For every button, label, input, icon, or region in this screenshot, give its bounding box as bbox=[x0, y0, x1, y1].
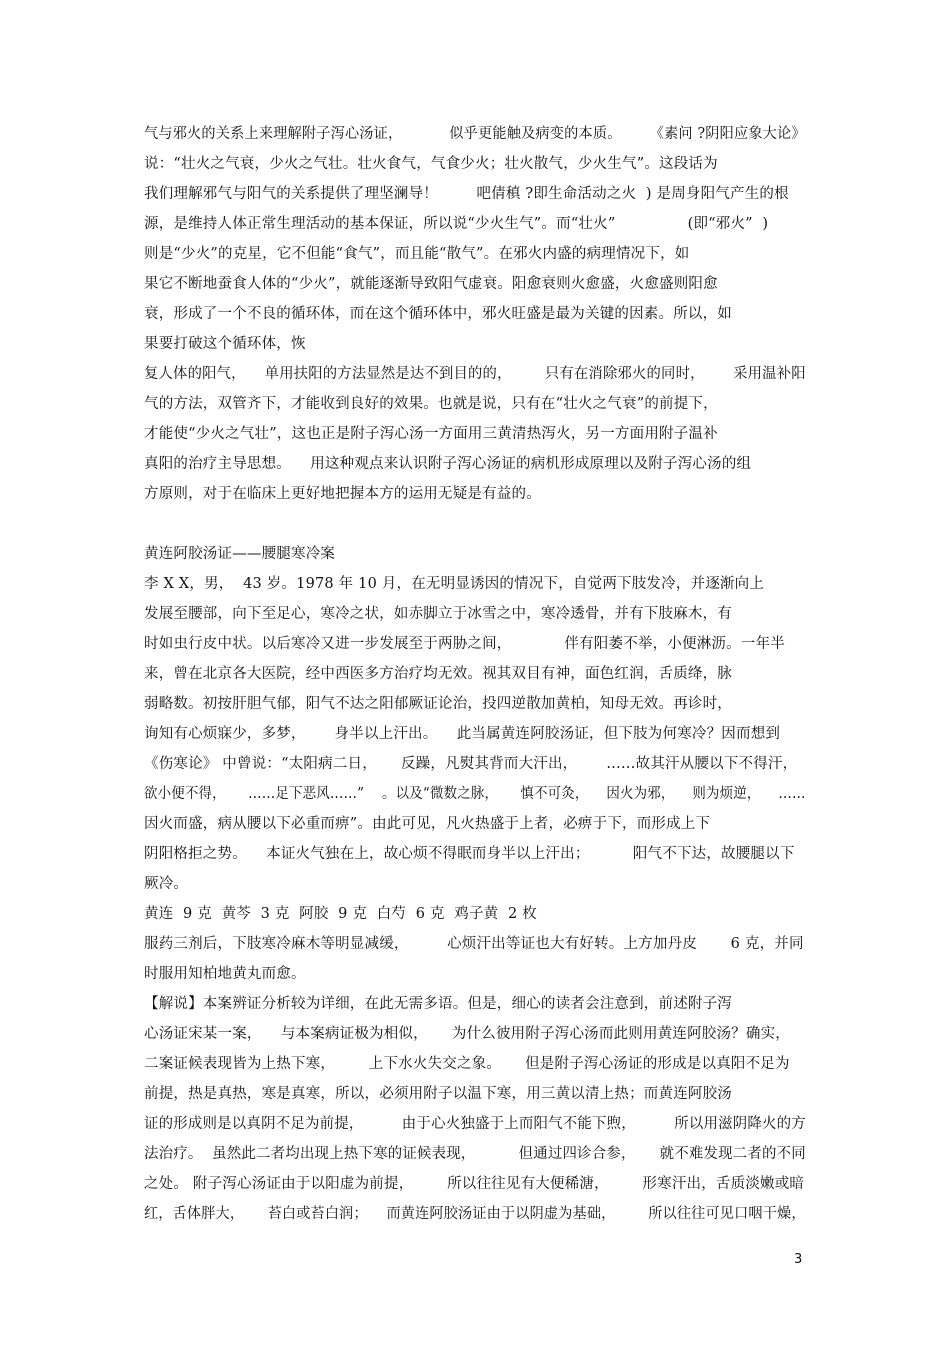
text-line: 气与邪火的关系上来理解附子泻心汤证， 似乎更能触及病变的本质。 《素问 ?阴阳应象大论》 bbox=[144, 126, 806, 142]
page-number: 3 bbox=[794, 1252, 803, 1267]
text-line: 果它不断地蚕食人体的“少火”，就能逐渐导致阳气虚衰。阳愈衰则火愈盛，火愈盛则阳愈 bbox=[144, 276, 718, 292]
text-line: 方原则，对于在临床上更好地把握本方的运用无疑是有益的。 bbox=[144, 486, 541, 502]
text-line: 红，舌体胖大， 苔白或苔白润； 而黄连阿胶汤证由于以阴虚为基础， 所以往往可见口咽干燥， bbox=[144, 1206, 806, 1222]
text-line: 阴阳格拒之势。 本证火气独在上，故心烦不得眠而身半以上汗出； 阳气不下达，故腰腿以下 bbox=[144, 846, 795, 862]
text-line: 衰，形成了一个不良的循环体，而在这个循环体中，邪火旺盛是最为关键的因素。所以，如 bbox=[144, 306, 732, 322]
text-line: 询知有心烦寐少，多梦， 身半以上汗出。 此当属黄连阿胶汤证，但下肢为何寒冷？因而想到 bbox=[144, 726, 781, 742]
text-line: 二案证候表现皆为上热下寒， 上下水火失交之象。 但是附子泻心汤证的形成是以真阳不足为 bbox=[144, 1056, 790, 1072]
text-line: 心汤证宋某一案， 与本案病证极为相似， 为什么彼用附子泻心汤而此则用黄连阿胶汤？确实， bbox=[144, 1026, 790, 1042]
text-line: 欲小便不得， ……足下恶风……” 。以及“微数之脉， 慎不可灸， 因火为邪， 则为烦逆， …… bbox=[144, 786, 806, 802]
text-line: 发展至腰部，向下至足心，寒冷之状，如赤脚立于冰雪之中，寒冷透骨，并有下肢麻木，有 bbox=[144, 606, 732, 622]
text-line: 则是“少火”的克星，它不但能“食气”，而且能“散气”。在邪火内盛的病理情况下，如 bbox=[144, 246, 690, 262]
text-line: 之处。 附子泻心汤证由于以阳虚为前提， 所以往往见有大便稀溏， 形寒汗出，舌质淡嫩或暗 bbox=[144, 1176, 805, 1192]
text-line: 我们理解邪气与阳气的关系提供了理坚澜导！ 吧倩稹 ?即生命活动之火 ) 是周身阳气产生的根 bbox=[144, 186, 789, 202]
text-line: 时服用知柏地黄丸而愈。 bbox=[144, 966, 306, 982]
text-line: 服药三剂后，下肢寒冷麻木等明显减缓， 心烦汗出等证也大有好转。上方加丹皮 6 克，并同 bbox=[144, 936, 804, 952]
text-line: 果要打破这个循环体，恢 bbox=[144, 336, 306, 352]
text-line: 李 X X，男， 43 岁。1978 年 10 月，在无明显诱因的情况下，自觉两下肢发冷，并逐渐向上 bbox=[144, 576, 765, 592]
section-heading: 黄连阿胶汤证——腰腿寒冷案 bbox=[144, 546, 336, 562]
text-line: 弱略数。初按肝胆气郁，阳气不达之阳郁厥证论治，投四逆散加黄柏，知母无效。再诊时， bbox=[144, 696, 732, 712]
text-line: 证的形成则是以真阴不足为前提， 由于心火独盛于上而阳气不能下煦， 所以用滋阴降火的方 bbox=[144, 1116, 806, 1132]
text-line: 法治疗。 虽然此二者均出现上热下寒的证候表现， 但通过四诊合参， 就不难发现二者的不同 bbox=[144, 1146, 806, 1162]
text-line: 真阳的治疗主导思想。 用这种观点来认识附子泻心汤证的病机形成原理以及附子泻心汤的组 bbox=[144, 456, 752, 472]
text-line: 因火而盛，病从腰以下必重而痹”。由此可见，凡火热盛于上者，必痹于下，而形成上下 bbox=[144, 816, 711, 832]
text-line: 【解说】本案辨证分析较为详细，在此无需多语。但是，细心的读者会注意到，前述附子泻 bbox=[144, 996, 732, 1012]
text-line: 说：“壮火之气衰，少火之气壮。壮火食气，气食少火；壮火散气，少火生气”。这段话为 bbox=[144, 156, 718, 172]
text-line: 才能使“少火之气壮”，这也正是附子泻心汤一方面用三黄清热泻火，另一方面用附子温补 bbox=[144, 426, 718, 442]
text-line: 源，是维持人体正常生理活动的基本保证，所以说“少火生气”。而“壮火” (即“邪火” ) bbox=[144, 216, 769, 232]
text-line: 厥冷。 bbox=[144, 876, 189, 892]
prescription-line: 黄连 9 克 黄芩 3 克 阿胶 9 克 白芍 6 克 鸡子黄 2 枚 bbox=[144, 906, 537, 922]
text-line: 复人体的阳气， 单用扶阳的方法显然是达不到目的的， 只有在消除邪火的同时， 采用温补阳 bbox=[144, 366, 806, 382]
text-line: 来，曾在北京各大医院，经中西医多方治疗均无效。视其双目有神，面色红润，舌质绛，脉 bbox=[144, 666, 732, 682]
text-line: 时如虫行皮中状。以后寒冷又进一步发展至于两胁之间， 伴有阳萎不举，小便淋沥。一年半 bbox=[144, 636, 785, 652]
text-line: 《伤寒论》 中曾说：“太阳病二日， 反躁，凡熨其背而大汗出， ……故其汗从腰以下不得汗， bbox=[144, 756, 798, 772]
text-line: 前提，热是真热，寒是真寒，所以，必须用附子以温下寒，用三黄以清上热；而黄连阿胶汤 bbox=[144, 1086, 732, 1102]
text-line: 气的方法，双管齐下，才能收到良好的效果。也就是说，只有在“壮火之气衰”的前提下， bbox=[144, 396, 718, 412]
